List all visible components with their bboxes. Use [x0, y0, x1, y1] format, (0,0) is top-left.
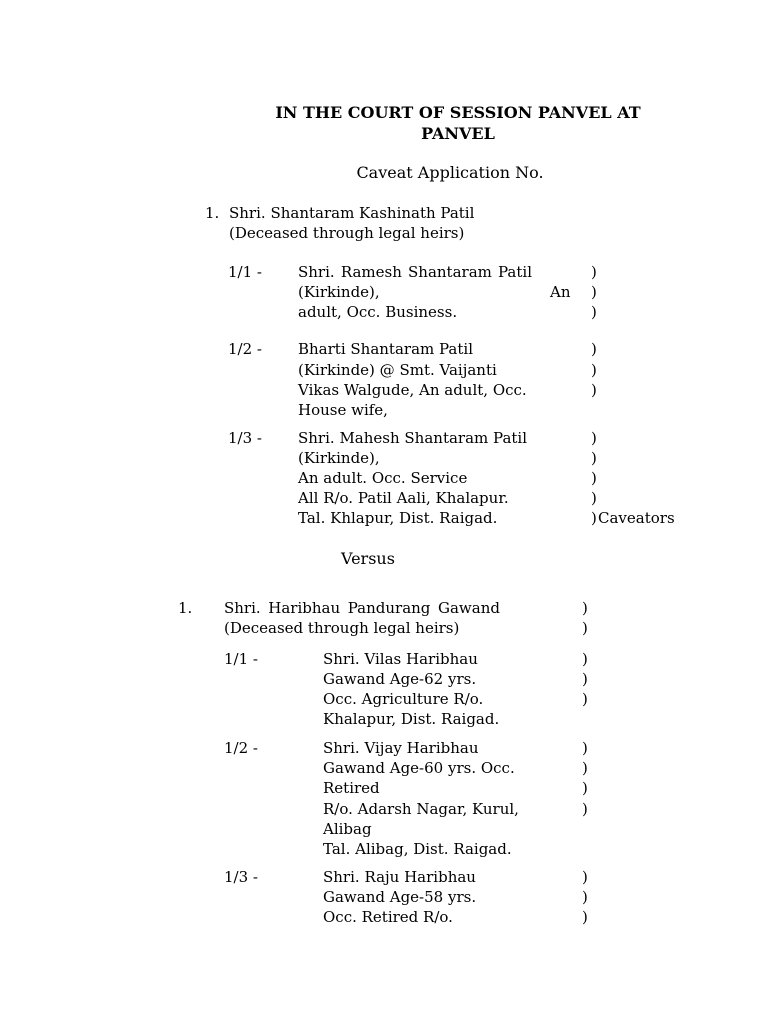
caveator-heir-3-line5: Tal. Khlapur, Dist. Raigad. [298, 509, 498, 527]
opponent-heir-2-line6: Tal. Alibag, Dist. Raigad. [323, 840, 512, 858]
opponent-heir-2-label: 1/2 - [224, 739, 258, 757]
opponent-heir-3-line1: Shri. Raju Haribhau [323, 868, 476, 886]
caveator-heir-3-line1: Shri. Mahesh Shantaram Patil [298, 429, 528, 447]
court-title-line2: PANVEL [421, 124, 495, 143]
caveator-heir-3-line3: An adult. Occ. Service [298, 469, 468, 487]
opponent-heir-1-line4: Khalapur, Dist. Raigad. [323, 710, 500, 728]
opponent-heir-1-label: 1/1 - [224, 650, 258, 668]
paren: ) [582, 759, 588, 777]
caveator-number: 1. [205, 204, 220, 222]
opponent-heir-3-label: 1/3 - [224, 868, 258, 886]
paren: ) [582, 650, 588, 668]
paren: ) [591, 469, 597, 487]
opponent-heir-2-line3: Retired [323, 779, 380, 797]
opponent-heir-2-line5: Alibag [323, 820, 372, 838]
caveator-heir-1-label: 1/1 - [228, 263, 262, 281]
paren: ) [582, 619, 588, 637]
caveator-heir-1-line3: adult, Occ. Business. [298, 303, 458, 321]
paren: ) [591, 489, 597, 507]
paren: ) [591, 263, 597, 281]
paren: ) [591, 283, 597, 301]
caveator-heir-2-line4: House wife, [298, 401, 388, 419]
opponent-heir-2-line1: Shri. Vijay Haribhau [323, 739, 479, 757]
caveator-heir-2-line1: Bharti Shantaram Patil [298, 340, 473, 358]
caveator-heir-2-line2: (Kirkinde) @ Smt. Vaijanti [298, 361, 497, 379]
paren: ) [591, 303, 597, 321]
opponent-number: 1. [178, 599, 193, 617]
caveator-heir-1-line2-right: An [550, 283, 571, 301]
opponent-heir-1-line2: Gawand Age-62 yrs. [323, 670, 477, 688]
word: Gawand [438, 599, 500, 617]
opponent-note: (Deceased through legal heirs) [224, 619, 460, 637]
opponent-heir-2-line2: Gawand Age-60 yrs. Occ. [323, 759, 515, 777]
opponent-heir-1-line1: Shri. Vilas Haribhau [323, 650, 478, 668]
versus-label: Versus [341, 549, 395, 568]
paren: ) [582, 800, 588, 818]
opponent-heir-1-line3: Occ. Agriculture R/o. [323, 690, 484, 708]
opponent-name [224, 598, 500, 618]
paren: ) [582, 599, 588, 617]
caveator-heir-2-line3: Vikas Walgude, An adult, Occ. [298, 381, 527, 399]
caveator-name: Shri. Shantaram Kashinath Patil [229, 204, 475, 222]
paren: ) [591, 449, 597, 467]
caveator-heir-2-label: 1/2 - [228, 340, 262, 358]
caveator-heir-3-line2: (Kirkinde), [298, 449, 380, 467]
paren: ) [591, 509, 597, 527]
caveator-heir-3-line4: All R/o. Patil Aali, Khalapur. [298, 489, 509, 507]
paren: ) [582, 739, 588, 757]
paren: ) [582, 690, 588, 708]
word: Shantaram [408, 263, 492, 281]
caveator-heir-1-line1 [298, 262, 532, 282]
paren: ) [582, 670, 588, 688]
word: Patil [498, 263, 532, 281]
caveator-heir-3-label: 1/3 - [228, 429, 262, 447]
word: Shri. [298, 263, 335, 281]
paren: ) [582, 908, 588, 926]
opponent-heir-3-line2: Gawand Age-58 yrs. [323, 888, 477, 906]
paren: ) [582, 868, 588, 886]
opponent-heir-3-line3: Occ. Retired R/o. [323, 908, 453, 926]
word: Shri. [224, 599, 261, 617]
paren: ) [582, 888, 588, 906]
paren: ) [591, 381, 597, 399]
caveator-heir-1-line2: (Kirkinde), [298, 283, 380, 301]
paren: ) [591, 361, 597, 379]
caveators-role-label: Caveators [598, 509, 675, 527]
paren: ) [591, 340, 597, 358]
application-label: Caveat Application No. [356, 163, 544, 182]
opponent-heir-2-line4: R/o. Adarsh Nagar, Kurul, [323, 800, 519, 818]
court-title-line1: IN THE COURT OF SESSION PANVEL AT [275, 103, 641, 122]
caveator-note: (Deceased through legal heirs) [229, 224, 465, 242]
word: Haribhau [268, 599, 341, 617]
paren: ) [591, 429, 597, 447]
paren: ) [582, 779, 588, 797]
word: Pandurang [347, 599, 431, 617]
word: Ramesh [340, 263, 402, 281]
